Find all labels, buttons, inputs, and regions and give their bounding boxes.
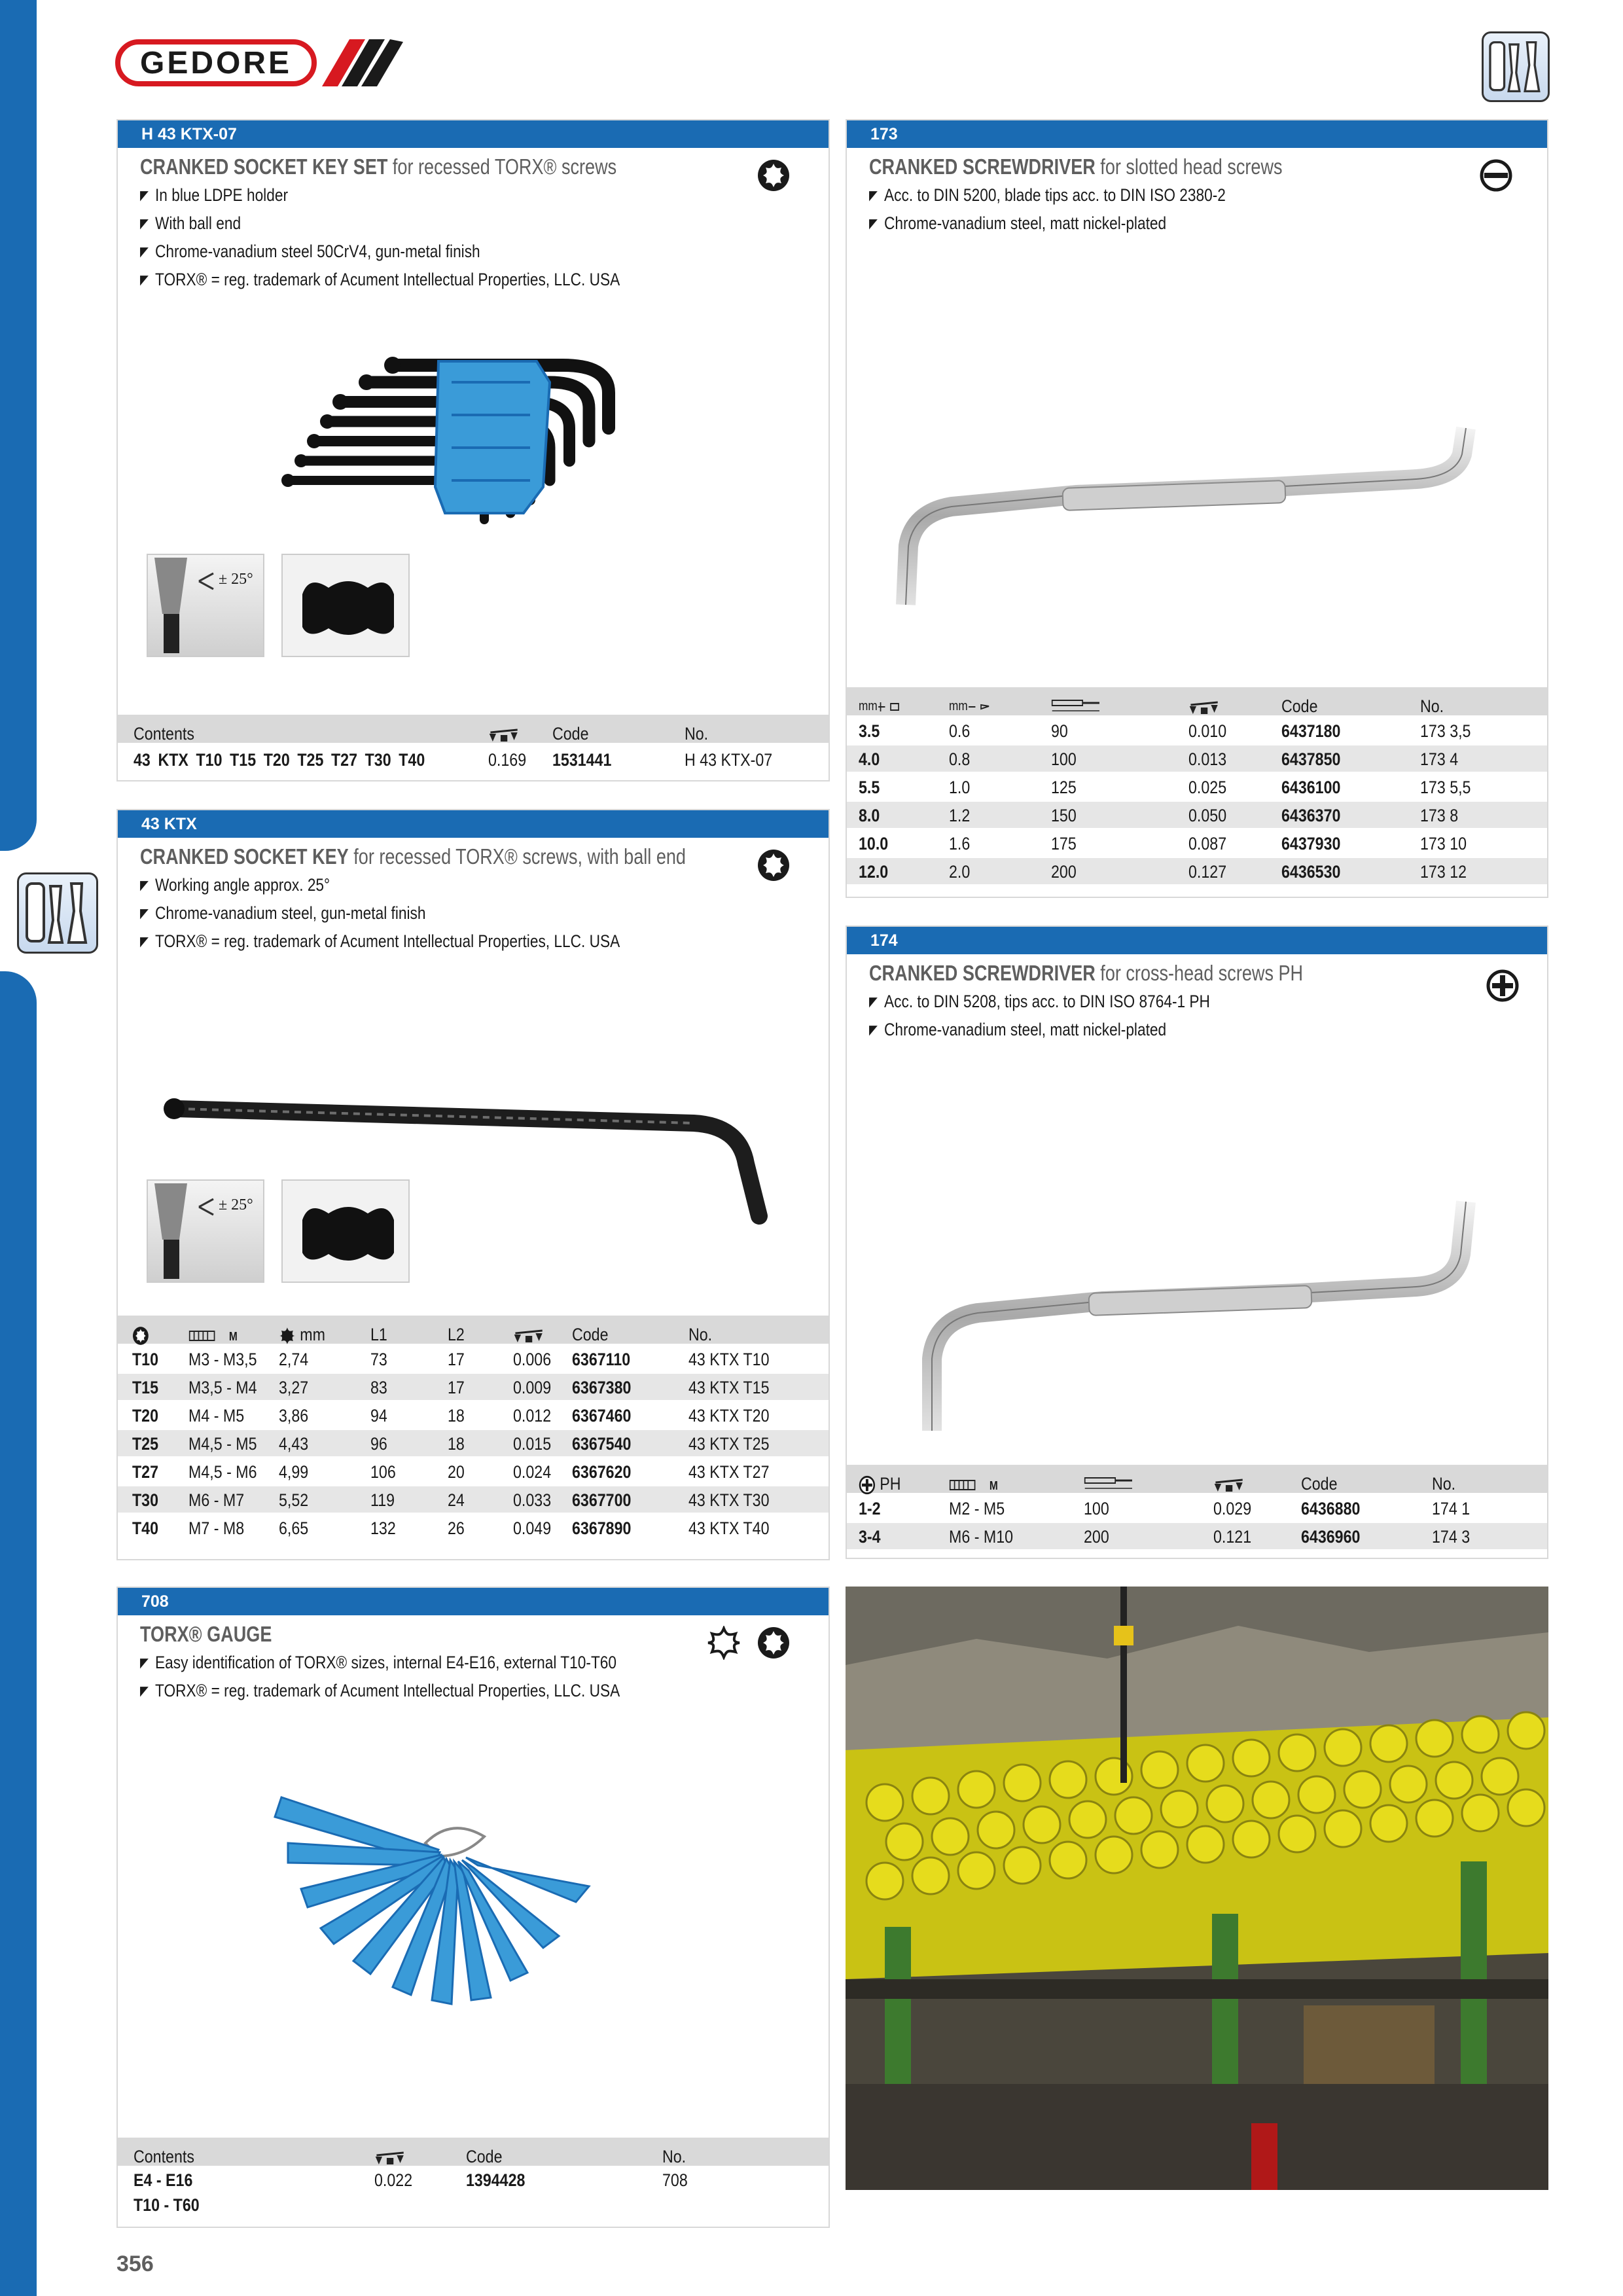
cell: 5,52: [279, 1490, 309, 1510]
table-row: [118, 2193, 829, 2217]
cell: 0.009: [513, 1378, 552, 1397]
cell: 174 1: [1432, 1499, 1471, 1518]
cell: 0.029: [1213, 1499, 1252, 1518]
cell: 6436880: [1301, 1499, 1361, 1518]
cell: 0.013: [1188, 749, 1227, 769]
torx-gauge-illustration: [268, 1784, 635, 2046]
key-set-illustration: [275, 356, 641, 552]
feature-item: ◤ Easy identification of TORX® sizes, internal E4-E16, external T10-T60: [140, 1649, 620, 1677]
cell: 1394428: [466, 2170, 526, 2190]
cell: 0.022: [374, 2170, 413, 2190]
cell: 43 KTX T40: [688, 1518, 770, 1538]
cell: 4,99: [279, 1462, 309, 1482]
chapter-tab-upper: [0, 0, 37, 851]
cell: 20: [448, 1462, 465, 1482]
cell: 2,74: [279, 1350, 309, 1369]
cell: 18: [448, 1406, 465, 1426]
cell: 3,27: [279, 1378, 309, 1397]
cell: 0.024: [513, 1462, 552, 1482]
product-title: CRANKED SCREWDRIVER for slotted head screws: [869, 154, 1283, 179]
feature-list: [869, 182, 1294, 238]
table-row: [847, 802, 1547, 830]
cell: 119: [370, 1490, 395, 1510]
cell: M3,5 - M4: [188, 1378, 257, 1397]
cell: 43 KTX T25: [688, 1434, 770, 1454]
cross-head-icon: [1486, 969, 1520, 1003]
slotted-head-icon: [1479, 158, 1513, 192]
col-header: Code: [572, 1325, 609, 1344]
col-header: Code: [1301, 1474, 1338, 1494]
cell: 6367700: [572, 1490, 632, 1510]
cell: 43 KTX T10: [688, 1350, 770, 1369]
table-header-row: [118, 2138, 829, 2168]
article-band: H 43 KTX-07: [118, 120, 829, 148]
article-band: 708: [118, 1588, 829, 1615]
cell: 0.169: [488, 750, 527, 770]
cell: 200: [1051, 862, 1077, 882]
product-table: [847, 687, 1547, 886]
table-row: [847, 858, 1547, 886]
cell: 6436960: [1301, 1527, 1361, 1547]
feature-list: [140, 1649, 711, 1706]
angle-label: ± 25°: [219, 571, 253, 588]
product-panel-174: [846, 925, 1548, 1559]
cell: T27: [132, 1462, 159, 1482]
thread-size-icon: M: [188, 1318, 238, 1353]
cell: 3-4: [859, 1527, 881, 1547]
feature-item: ◤ Acc. to DIN 5200, blade tips acc. to DIN ISO 2380-2: [869, 182, 1226, 210]
gedore-logo: [115, 39, 403, 86]
table-row: [847, 745, 1547, 774]
feature-list: [869, 988, 1275, 1045]
cell: 73: [370, 1350, 387, 1369]
article-band: 173: [847, 120, 1547, 148]
feature-item: ◤ Chrome-vanadium steel, matt nickel-plated: [869, 1016, 1210, 1045]
col-header: No.: [1420, 696, 1444, 716]
product-panel-h43ktx07: [116, 119, 830, 781]
ball-end-detail-image: [281, 1179, 410, 1283]
cell: M3 - M3,5: [188, 1350, 257, 1369]
cell: 26: [448, 1518, 465, 1538]
cell: 0.127: [1188, 862, 1227, 882]
feature-item: ◤ Chrome-vanadium steel 50CrV4, gun-metal finish: [140, 238, 620, 266]
cell: T40: [132, 1518, 159, 1538]
thread-size-icon: M: [949, 1467, 998, 1502]
cell: 0.015: [513, 1434, 552, 1454]
feature-item: ◤ Working angle approx. 25°: [140, 872, 620, 900]
feature-item: ◤ With ball end: [140, 210, 620, 238]
blade-thickness-icon: mm: [949, 690, 990, 723]
table-header-row: [118, 715, 829, 745]
table-row: [118, 745, 829, 775]
cell: 43 KTX T20: [688, 1406, 770, 1426]
col-header: No.: [662, 2147, 687, 2166]
cell: 8.0: [859, 806, 880, 825]
cell: 0.087: [1188, 834, 1227, 853]
cell: 43 KTX T10 T15 T20 T25 T27 T30 T40: [134, 750, 425, 770]
cell: 12.0: [859, 862, 889, 882]
feature-item: ◤ Acc. to DIN 5208, tips acc. to DIN ISO 8764-1 PH: [869, 988, 1210, 1016]
cell: M2 - M5: [949, 1499, 1005, 1518]
chapter-tab-lower: [0, 971, 37, 2296]
cell: 0.025: [1188, 778, 1227, 797]
col-header: No.: [685, 724, 709, 744]
cell: 0.006: [513, 1350, 552, 1369]
product-panel-43ktx: [116, 809, 830, 1560]
cell: 132: [370, 1518, 396, 1538]
angle-label: ± 25°: [219, 1196, 253, 1213]
cell: 6436100: [1281, 778, 1341, 797]
table-row: [118, 1402, 829, 1430]
cell: 173 5,5: [1420, 778, 1471, 797]
cell: 6436370: [1281, 806, 1341, 825]
feature-item: ◤ Chrome-vanadium steel, matt nickel-plated: [869, 210, 1226, 238]
cell: T10: [132, 1350, 159, 1369]
angle-detail-image: [147, 554, 264, 657]
col-header: Code: [466, 2147, 503, 2166]
table-row: [847, 1495, 1547, 1523]
cell: 0.010: [1188, 721, 1227, 741]
product-table: [118, 1316, 829, 1543]
cell: 125: [1051, 778, 1077, 797]
cell: 174 3: [1432, 1527, 1471, 1547]
table-row: [847, 717, 1547, 745]
cell: 3.5: [859, 721, 880, 741]
cell: 173 3,5: [1420, 721, 1471, 741]
cell: 0.050: [1188, 806, 1227, 825]
cell: 6367460: [572, 1406, 632, 1426]
cell: 0.6: [949, 721, 971, 741]
logo-stripes-icon: [322, 39, 403, 86]
cell: 17: [448, 1378, 465, 1397]
blade-width-icon: mm: [859, 690, 900, 723]
table-header-row: [118, 1316, 829, 1346]
product-panel-708: [116, 1587, 830, 2228]
cell: 708: [662, 2170, 688, 2190]
cell: 96: [370, 1434, 387, 1454]
cell: 173 4: [1420, 749, 1459, 769]
cell: T25: [132, 1434, 159, 1454]
cell: 6367540: [572, 1434, 632, 1454]
product-title: CRANKED SOCKET KEY for recessed TORX® screws, with ball end: [140, 844, 686, 869]
cell: 6367380: [572, 1378, 632, 1397]
col-header: L2: [448, 1325, 465, 1344]
cell: 0.033: [513, 1490, 552, 1510]
feature-item: ◤ In blue LDPE holder: [140, 182, 620, 210]
cell: T30: [132, 1490, 159, 1510]
cell: 6437180: [1281, 721, 1341, 741]
cell: M6 - M7: [188, 1490, 245, 1510]
torx-internal-icon: [707, 1626, 741, 1660]
cell: E4 - E16: [134, 2170, 193, 2190]
feature-item: ◤ TORX® = reg. trademark of Acument Intellectual Properties, LLC. USA: [140, 266, 620, 295]
cell: 0.012: [513, 1406, 552, 1426]
cell: M6 - M10: [949, 1527, 1014, 1547]
col-header: Contents: [134, 2147, 194, 2166]
cell: 173 12: [1420, 862, 1467, 882]
cell: 100: [1084, 1499, 1109, 1518]
cell: 6437930: [1281, 834, 1341, 853]
slotted-screwdriver-illustration: [880, 422, 1508, 618]
product-panel-173: [846, 119, 1548, 898]
cell: 18: [448, 1434, 465, 1454]
col-header: L1: [370, 1325, 387, 1344]
article-band: 174: [847, 927, 1547, 954]
cell: 83: [370, 1378, 387, 1397]
cell: 2.0: [949, 862, 971, 882]
cell: 4.0: [859, 749, 880, 769]
table-row: [118, 1346, 829, 1374]
product-table: [118, 715, 829, 775]
cell: M4 - M5: [188, 1406, 245, 1426]
cell: M4,5 - M5: [188, 1434, 257, 1454]
cell: 200: [1084, 1527, 1109, 1547]
table-row: [118, 1374, 829, 1402]
cell: 173 8: [1420, 806, 1459, 825]
cell: 24: [448, 1490, 465, 1510]
cell: 5.5: [859, 778, 880, 797]
screwdriver-category-top-icon: [1482, 31, 1550, 102]
cell: 90: [1051, 721, 1068, 741]
table-header-row: [847, 1465, 1547, 1495]
cell: 1.6: [949, 834, 971, 853]
cell: 1.2: [949, 806, 971, 825]
cell: M4,5 - M6: [188, 1462, 257, 1482]
cell: 1531441: [552, 750, 612, 770]
cell: 94: [370, 1406, 387, 1426]
table-row: [118, 1515, 829, 1543]
cell: 106: [370, 1462, 396, 1482]
cell: 1.0: [949, 778, 971, 797]
cell: 6367890: [572, 1518, 632, 1538]
product-table: [118, 2138, 829, 2217]
cell: 0.121: [1213, 1527, 1252, 1547]
cell: 43 KTX T30: [688, 1490, 770, 1510]
torx-star-icon: [757, 158, 791, 192]
table-row: [118, 2168, 829, 2193]
table-row: [118, 1486, 829, 1515]
page-number: 356: [116, 2251, 154, 2276]
cell: 6367620: [572, 1462, 632, 1482]
cross-head-screwdriver-illustration: [906, 1189, 1508, 1437]
cell: 43 KTX T15: [688, 1378, 770, 1397]
col-header: Contents: [134, 724, 194, 744]
article-band: 43 KTX: [118, 810, 829, 838]
col-header: Code: [1281, 696, 1318, 716]
cell: 6367110: [572, 1350, 631, 1369]
cell: T15: [132, 1378, 159, 1397]
table-row: [118, 1458, 829, 1486]
cell: 6,65: [279, 1518, 309, 1538]
feature-list: [140, 872, 711, 956]
cell: 1-2: [859, 1499, 881, 1518]
cell: 150: [1051, 806, 1077, 825]
cell: 173 10: [1420, 834, 1467, 853]
col-header: No.: [688, 1325, 713, 1344]
screwdriver-category-icon: [17, 872, 98, 954]
feature-item: ◤ TORX® = reg. trademark of Acument Intellectual Properties, LLC. USA: [140, 1677, 620, 1706]
feature-item: ◤ Chrome-vanadium steel, gun-metal finish: [140, 900, 620, 928]
torx-star-icon: [757, 1626, 791, 1660]
feature-item: ◤ TORX® = reg. trademark of Acument Intellectual Properties, LLC. USA: [140, 928, 620, 956]
cell: 0.8: [949, 749, 971, 769]
table-row: [847, 830, 1547, 858]
warehouse-photo: [846, 1587, 1548, 2190]
product-table: [847, 1465, 1547, 1551]
table-header-row: [847, 687, 1547, 717]
cell: T20: [132, 1406, 159, 1426]
torx-star-icon: [757, 848, 791, 882]
cell: 17: [448, 1350, 465, 1369]
table-row: [118, 1430, 829, 1458]
cell: 6436530: [1281, 862, 1341, 882]
angle-detail-image: [147, 1179, 264, 1283]
ph-header: PH: [859, 1467, 901, 1500]
col-header: Code: [552, 724, 589, 744]
cell: H 43 KTX-07: [685, 750, 773, 770]
product-title: CRANKED SCREWDRIVER for cross-head screws PH: [869, 961, 1304, 985]
cell: 0.049: [513, 1518, 552, 1538]
col-header: No.: [1432, 1474, 1456, 1494]
torx-size-mm-icon: mm: [279, 1318, 325, 1351]
cell: 175: [1051, 834, 1077, 853]
feature-list: [140, 182, 711, 295]
product-title: TORX® GAUGE: [140, 1622, 272, 1646]
cell: T10 - T60: [134, 2195, 200, 2215]
cell: 10.0: [859, 834, 889, 853]
cell: M7 - M8: [188, 1518, 245, 1538]
cell: 100: [1051, 749, 1077, 769]
product-title: CRANKED SOCKET KEY SET for recessed TORX® screws: [140, 154, 617, 179]
cell: 3,86: [279, 1406, 309, 1426]
cell: 4,43: [279, 1434, 309, 1454]
table-row: [847, 1523, 1547, 1551]
cell: 43 KTX T27: [688, 1462, 770, 1482]
ball-end-detail-image: [281, 554, 410, 657]
table-row: [847, 774, 1547, 802]
cell: 6437850: [1281, 749, 1341, 769]
logo-text: GEDORE: [140, 45, 293, 81]
